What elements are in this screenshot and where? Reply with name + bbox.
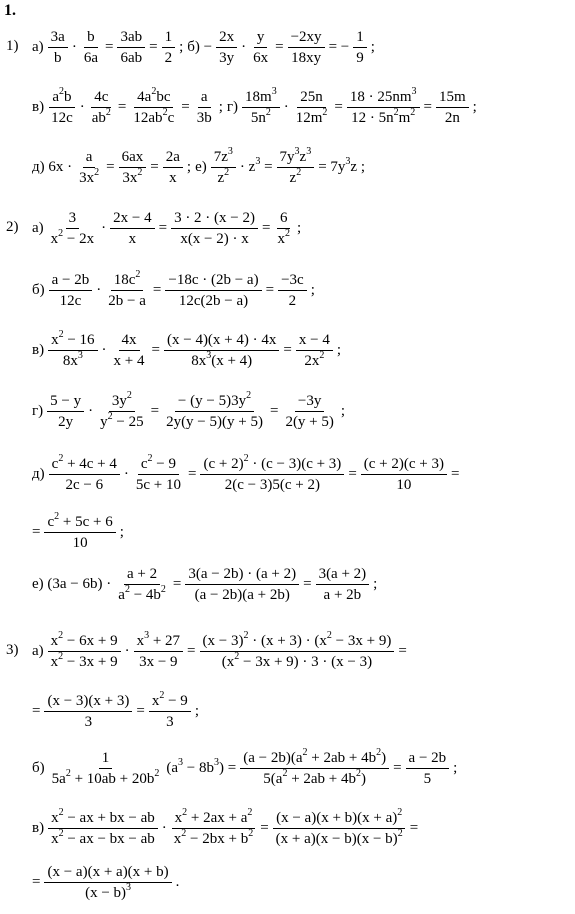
math-text: ; [194,703,199,719]
math-text: = [260,820,269,836]
math-text: = [283,342,292,358]
denominator: $y^2 - 25$ [100,410,144,430]
equation-row [30,512,126,552]
fraction [240,746,389,788]
denominator: $x^2 - 3x + 9$ [50,650,118,670]
fraction [211,145,236,187]
fraction [347,85,420,127]
fraction [133,452,184,494]
equation-row [30,87,479,127]
denominator: 3x − 9 [139,653,178,670]
math-text: = [275,39,284,55]
numerator: −18c · (2b − a) [165,271,261,291]
numerator: 4x [119,331,140,351]
numerator: 1 [99,749,113,769]
denominator: $2x^2$ [304,349,325,369]
math-text: = [151,342,160,358]
fraction [105,268,149,310]
fraction [130,85,177,127]
fraction [49,749,163,788]
numerator: $c^2 - 9$ [138,455,179,475]
numerator: 4c [91,88,111,108]
section-label: 2) [6,219,19,235]
fraction [361,455,447,494]
math-text: = [181,99,190,115]
fraction [277,145,315,187]
numerator: 2x [216,28,237,48]
denominator: $(x^2 - 3x + 9) \cdot 3 \cdot (x - 3)$ [221,650,373,670]
numerator: − $(y - 5)3y^2$ [175,392,254,412]
numerator: (c + 2)(c + 3) [361,455,447,475]
math-text: · [96,282,102,298]
math-text: д) [32,466,45,482]
fraction [406,749,450,788]
math-text: ; [370,39,375,55]
denominator: $5a^2 + 10ab + 20b^2$ [51,767,160,787]
denominator: 2(y + 5) [285,413,334,430]
math-text: = [32,524,41,540]
math-text: = [187,643,196,659]
math-text: ; [340,403,346,419]
numerator: 1 [353,28,367,48]
math-text: а) [32,220,44,236]
math-text: = $7y^3z$ ; [318,156,365,175]
denominator: x [128,230,137,247]
equation-row [30,270,317,310]
numerator: $(a - 2b)(a^2 + 2ab + 4b^2)$ [240,749,389,769]
numerator: $x^2 - 6x + 9$ [48,632,121,652]
problem-number: 1. [4,2,16,19]
denominator: $12ab^2c$ [133,106,175,126]
equation-row [30,454,461,494]
numerator: $18 \cdot 25nm^3$ [347,88,420,108]
fraction [288,28,325,67]
denominator: $z^2$ [289,166,302,186]
equation-row [30,808,420,848]
math-text: = [106,159,115,175]
math-text: ; [179,39,184,55]
fraction [165,271,261,310]
numerator: $c^2 + 5c + 6$ [44,513,115,533]
fraction [110,209,154,248]
fraction [44,863,171,902]
fraction [250,28,271,67]
numerator: 2a [163,148,183,168]
denominator: 6ab [120,49,143,66]
fraction [44,692,132,731]
fraction [48,209,97,248]
denominator: $5n^2$ [250,106,271,126]
numerator: 3a [48,28,68,48]
denominator: 6x [253,49,269,66]
fraction [171,806,256,848]
numerator: $(x - a)(x + b)(x + a)^2$ [273,809,405,829]
numerator: $4a^2bc$ [134,88,173,108]
denominator: 2c − 6 [65,476,104,493]
fraction [163,148,183,187]
fraction [81,28,101,67]
denominator: 2(c − 3)5(c + 2) [224,476,320,493]
denominator: 2 [164,49,173,66]
numerator: $(x - 3)^2 \cdot (x + 3) \cdot (x^2 - 3x + 9)$ [200,632,395,652]
math-text: · [79,99,85,115]
denominator: 2b − a [108,292,146,309]
denominator: $8x^3(x + 4)$ [191,349,253,369]
math-text: в) [32,342,45,358]
denominator: $z^2$ [217,166,230,186]
numerator: 3(a + 2) [316,565,370,585]
denominator: 12c [59,292,82,309]
math-text: · [283,99,289,115]
denominator: $a^2 - 4b^2$ [118,583,166,603]
numerator: $7z^3$ [211,148,236,168]
fraction [353,28,367,67]
fraction [117,28,145,67]
denominator: 3 [166,713,174,730]
denominator: 2y [58,413,74,430]
math-text: ; [186,159,192,175]
denominator: $12m^2$ [295,106,328,126]
math-text: г) [226,99,239,115]
denominator: 9 [356,49,364,66]
math-text: ; [218,99,223,115]
fraction [200,629,395,671]
fraction [242,85,280,127]
fraction [278,271,307,310]
fraction [171,209,258,248]
denominator: 12c(2b − a) [178,292,249,309]
denominator: a + 2b [323,586,362,603]
math-text: = [149,39,158,55]
fraction [273,806,406,848]
math-text: ; [310,282,315,298]
math-text: · [101,220,107,236]
equation-row [30,748,459,788]
numerator: y [254,28,268,48]
fraction [163,389,266,431]
math-text: · [71,39,77,55]
fraction [47,392,84,431]
denominator: $(x + a)(x - b)(x - b)^2$ [275,827,403,847]
math-text: = [150,403,160,419]
math-text: = [334,99,343,115]
math-text: = [409,820,419,836]
fraction [293,88,331,127]
numerator: $(c + 2)^2 \cdot (c - 3)(c + 3)$ [200,455,344,475]
fraction [316,565,370,604]
fraction [115,565,169,604]
math-text: = [117,99,127,115]
denominator: $x^2 - 2bx + b^2$ [173,827,254,847]
math-text: ; [373,576,378,592]
denominator: 2n [444,109,460,126]
numerator: a − 2b [49,271,93,291]
math-text: ; [119,524,124,540]
denominator: 6a [83,49,98,66]
section-label: 3) [6,642,19,658]
math-text: в) [32,820,45,836]
numerator: 5 − y [47,392,84,412]
equation-row [30,27,377,67]
denominator: 12c [51,109,73,126]
denominator: $ab^2$ [91,106,111,126]
numerator: $18m^3$ [242,88,280,108]
math-text: е) (3a − 6b) · [32,576,112,592]
math-text: б) [32,760,45,776]
equation-row [30,631,409,671]
math-text: = [32,874,41,890]
math-text: = [150,159,159,175]
denominator: 3y [219,49,235,66]
math-text: = [269,403,279,419]
math-text: = [152,282,162,298]
fraction [111,331,148,370]
numerator: $x^3 + 27$ [134,632,183,652]
math-text: · [241,39,247,55]
equation-row [30,391,347,431]
numerator: 2x − 4 [110,209,154,229]
fraction [49,452,120,494]
math-text: · $z^3$ = [239,156,273,175]
math-text: · [161,820,167,836]
fraction [164,331,279,370]
numerator: 15m [436,88,469,108]
denominator: 5 [423,770,432,787]
denominator: 10 [396,476,412,493]
math-text: = [348,466,357,482]
math-text: = [303,576,312,592]
numerator: $x^2$ − ax + bx − ab [48,809,158,829]
denominator: $8x^3$ [62,349,83,369]
math-text: = [398,643,407,659]
numerator: 6ax [119,148,147,168]
numerator: 6 [277,209,291,229]
denominator: (a − 2b)(a + 2b) [194,586,290,603]
equation-row [30,330,343,370]
fraction [200,452,344,494]
fraction [48,28,68,67]
math-text: = [136,703,145,719]
math-text: · [101,342,107,358]
math-text: б) [32,282,45,298]
fraction [134,629,183,671]
numerator: 25n [297,88,326,108]
denominator: $3x^2$ [79,166,100,186]
math-text: = [32,703,41,719]
math-text: · [123,466,129,482]
math-text: = [262,220,271,236]
section-label: 1) [6,38,19,54]
numerator: b [84,28,98,48]
math-text: = − [328,39,350,55]
denominator: 5c + 10 [135,476,182,493]
fraction [185,565,299,604]
numerator: $3y^2$ [109,392,135,412]
equation-row [30,147,367,187]
numerator: $x^2 - 16$ [48,331,97,351]
numerator: $x^2 + 2ax + a^2$ [172,809,256,829]
fraction [48,85,76,127]
numerator: $a^2b$ [49,88,74,108]
math-text: . [175,874,180,890]
denominator: $5(a^2 + 2ab + 4b^2)$ [263,767,367,787]
denominator: $12 \cdot 5n^2m^2$ [351,106,416,126]
numerator: $x^2 - 9$ [149,692,191,712]
numerator: 3ab [117,28,145,48]
numerator: 1 [162,28,176,48]
denominator: b [53,49,62,66]
math-text: = [172,576,182,592]
numerator: (x − 4)(x + 4) · 4x [164,331,279,351]
denominator: 10 [72,534,88,551]
fraction [48,806,158,848]
fraction [97,389,146,431]
numerator: x − 4 [296,331,333,351]
fraction [162,28,176,67]
math-text: ; [453,760,458,776]
numerator: $c^2 + 4c + 4$ [49,455,120,475]
fraction [119,148,147,187]
denominator: 3 [84,713,93,730]
fraction [149,689,191,731]
math-text: в) [32,99,45,115]
fraction [76,148,102,187]
numerator: a + 2 [124,565,160,585]
numerator: −3c [278,271,307,291]
fraction [216,28,237,67]
equation-row [30,862,181,902]
denominator: x [169,169,177,186]
denominator: $x^2 - 2x$ [50,227,95,247]
math-text: = [188,466,197,482]
math-text: а) [32,39,44,55]
math-text: е) [195,159,207,175]
fraction [89,88,114,127]
numerator: a [83,148,96,168]
numerator: a − 2b [406,749,450,769]
numerator: $18c^2$ [111,271,144,291]
fraction [44,510,115,552]
fraction [296,331,333,370]
numerator: −2xy [288,28,325,48]
math-text: = [393,760,402,776]
denominator: $x^2$ − ax − bx − ab [51,827,155,847]
denominator: $(x - b)^3$ [85,881,132,901]
denominator: 2y(y − 5)(y + 5) [166,413,263,430]
equation-row [30,564,379,604]
math-text: = [423,99,432,115]
denominator: $x^2$ [277,227,290,247]
equation-row [30,691,201,731]
fraction [194,88,215,127]
math-text: б) − [187,39,213,55]
math-text: г) [32,403,44,419]
math-text: = [451,466,460,482]
math-text: $(a^3 - 8b^3)$ = [166,757,237,776]
fraction [282,392,336,431]
denominator: 3b [196,109,212,126]
math-text: · [88,403,94,419]
numerator: 3(a − 2b) · (a + 2) [185,565,299,585]
numerator: −3y [295,392,324,412]
numerator: a [198,88,211,108]
fraction [274,209,293,248]
numerator: $7y^3z^3$ [277,148,315,168]
numerator: 3 [66,209,80,229]
math-text: ; [472,99,477,115]
math-text: · [124,643,130,659]
fraction [48,328,97,370]
math-text: а) [32,643,44,659]
math-text: = [105,39,114,55]
fraction [48,629,121,671]
math-text: ; [336,342,341,358]
equation-row [30,208,303,248]
math-text: = [158,220,168,236]
denominator: x + 4 [113,352,145,369]
numerator: (x − 3)(x + 3) [44,692,132,712]
denominator: x(x − 2) · x [180,230,249,247]
numerator: (x − a)(x + a)(x + b) [44,863,171,883]
fraction [436,88,469,127]
math-text: = [265,282,275,298]
numerator: 3 · 2 · (x − 2) [171,209,258,229]
math-text: д) 6x · [32,159,73,175]
denominator: 18xy [291,49,322,66]
math-text: ; [296,220,302,236]
denominator: $3x^2$ [122,166,143,186]
denominator: 2 [288,292,297,309]
fraction [49,271,93,310]
